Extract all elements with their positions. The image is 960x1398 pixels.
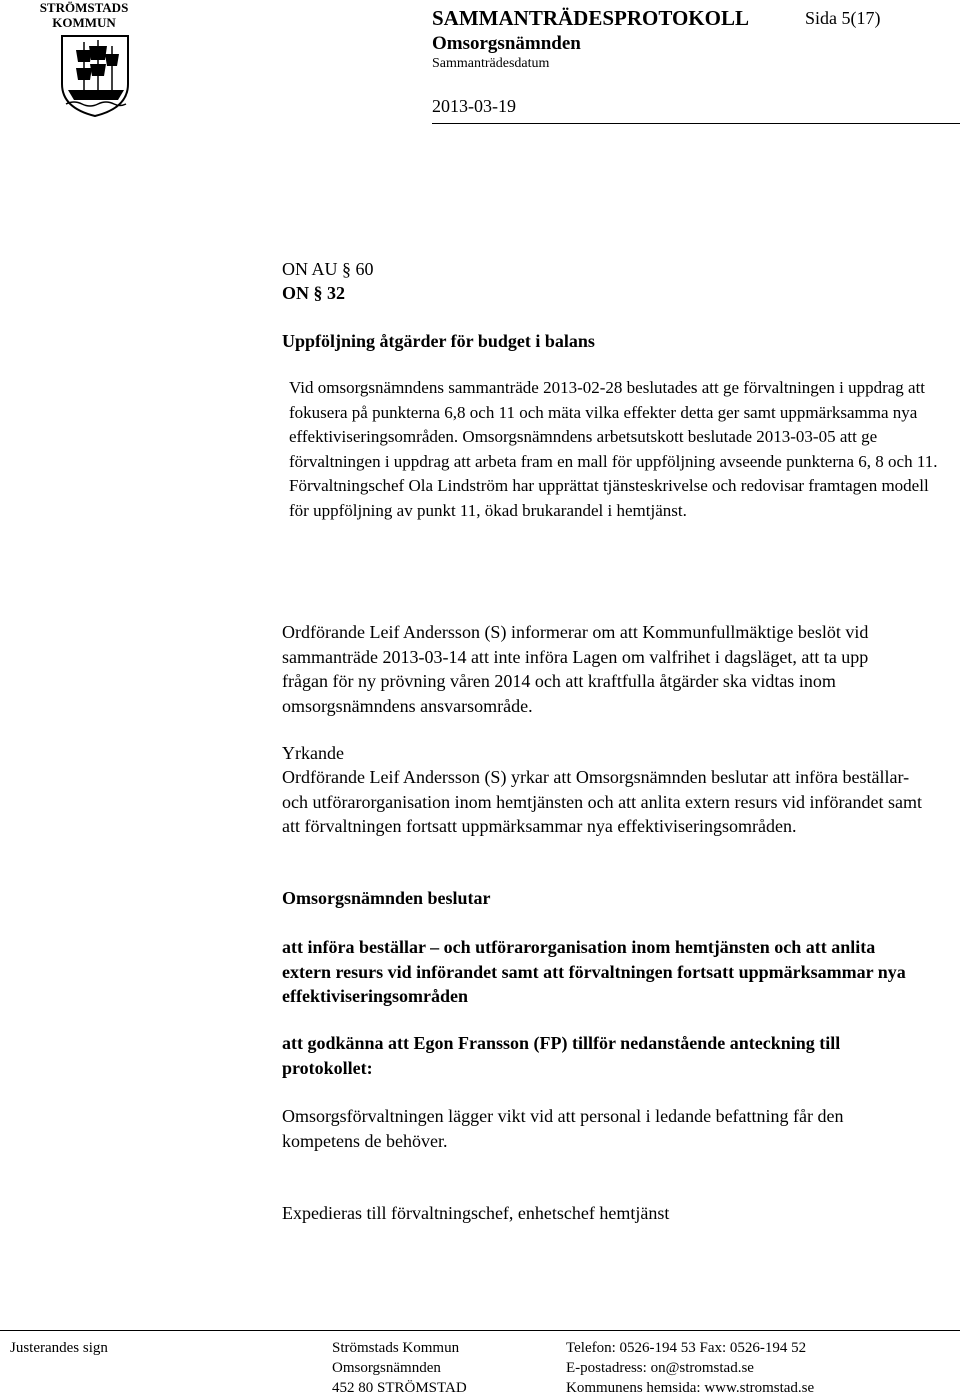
municipality-name-line1: STRÖMSTADS [39,0,129,15]
footer-website-label: Kommunens hemsida: [566,1380,705,1396]
footer-divider [0,1330,960,1331]
footer-phone: Telefon: 0526-194 53 Fax: 0526-194 52 [566,1340,807,1356]
dispatch-line: Expedieras till förvaltningschef, enhetschef hemtjänst [282,1203,670,1223]
au-reference: ON AU § 60 [282,259,374,279]
footer-website-link[interactable]: www.stromstad.se [704,1380,815,1396]
decision-item-2: att godkänna att Egon Fransson (FP) tillför nedanstående anteckning till protokollet: [282,1033,841,1078]
document-title: SAMMANTRÄDESPROTOKOLL [432,6,749,30]
footer-org-address: 452 80 STRÖMSTAD [332,1380,467,1396]
municipality-name [34,0,134,30]
footer-email: E-postadress: on@stromstad.se [566,1360,754,1376]
decision-item-1: att införa beställar – och utförarorganisation inom hemtjänsten och att anlita extern resurs vid införandet samt att förvaltningen fortsatt uppmärksammar nya effektiviseringsområden [282,937,906,1006]
board-name: Omsorgsnämnden [432,33,581,54]
background-paragraph: Vid omsorgsnämndens sammanträde 2013-02-28 beslutades att ge förvaltningen i uppdrag att fokusera på punkterna 6,8 och 11 och mäta vilka effekter detta ger samt uppmärksamma nya effektiviseringsområden. Omsorgsnämndens arbetsutskott beslutade 2013-03-05 att ge förvaltningen i uppdrag att arbeta fram en mall för uppföljning avseende punkterna 6, 8 och 11. Förvaltningschef Ola Lindström har upprättat tjänsteskrivelse och redovisar framtagen modell för uppföljning av punkt 11, ökad brukarandel i hemtjänst. [289,378,938,520]
motion-text: Ordförande Leif Andersson (S) yrkar att Omsorgsnämnden beslutar att införa beställar- och utförarorganisation inom hemtjänsten och att anlita extern resurs vid införandet samt att förvaltningen fortsatt uppmärksammar nya effektiviseringsområden. [282,767,922,836]
on-reference: ON § 32 [282,283,345,303]
footer-contact-block [566,1338,814,1398]
municipality-name-line2: KOMMUN [52,15,116,30]
footer-org-name: Strömstads Kommun [332,1340,460,1356]
meeting-date-label: Sammanträdesdatum [432,56,550,71]
motion-label: Yrkande [282,743,344,763]
meeting-date: 2013-03-19 [432,96,516,116]
decision-heading: Omsorgsnämnden beslutar [282,888,491,908]
header-divider [432,123,960,124]
footer-org-board: Omsorgsnämnden [332,1360,441,1376]
item-heading: Uppföljning åtgärder för budget i balans [282,331,595,351]
page-number: Sida 5(17) [805,8,881,28]
info-paragraph: Ordförande Leif Andersson (S) informerar om att Kommunfullmäktige beslöt vid sammanträde 2013-03-14 att inte införa Lagen om valfrihet i dagsläget, att ta upp frågan för ny prövning våren 2014 och att kraftfulla åtgärder ska vidtas inom omsorgsnämndens ansvarsområde. [282,622,869,716]
protocol-note: Omsorgsförvaltningen lägger vikt vid att personal i ledande befattning får den kompetens de behöver. [282,1106,844,1151]
ship-coat-of-arms-icon [54,32,136,118]
footer-org-block [332,1338,467,1398]
footer-website [566,1378,814,1398]
signature-label: Justerandes sign [10,1340,108,1356]
